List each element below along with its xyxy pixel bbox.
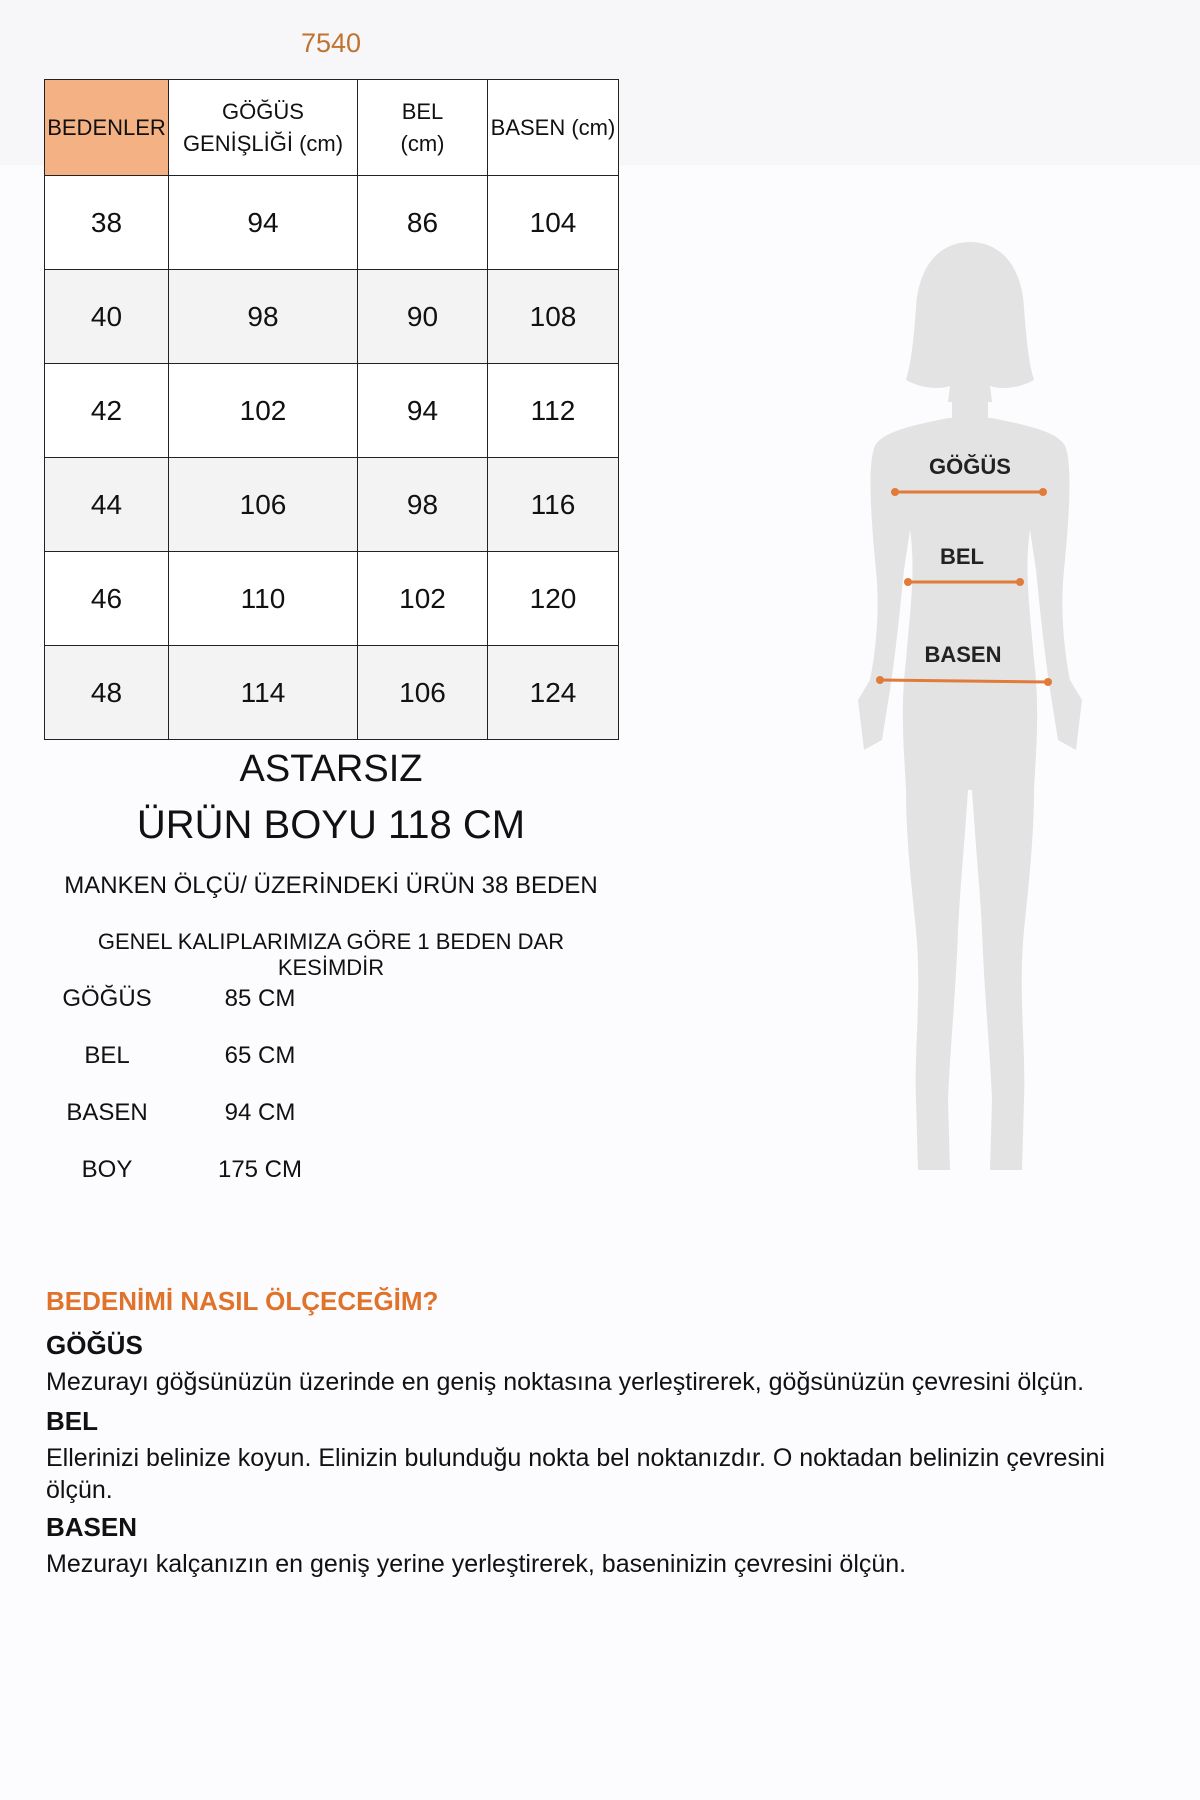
hip-label: BASEN [924, 642, 1002, 667]
guide-heading-hip: BASEN [46, 1512, 138, 1542]
measure-guide-title: BEDENİMİ NASIL ÖLÇECEĞİM? [46, 1286, 439, 1316]
waist-cell: 90 [358, 270, 488, 364]
table-row [45, 458, 619, 552]
size-cell: 48 [45, 646, 169, 740]
measurement-value: 175 CM [217, 1156, 303, 1183]
measurement-label: BOY [81, 1156, 133, 1183]
size-cell: 40 [45, 270, 169, 364]
table-row [45, 176, 619, 270]
table-row [45, 270, 619, 364]
hip-cell: 116 [488, 458, 619, 552]
guide-text-hip: Mezurayı kalçanızın en geniş yerine yerleştirerek, baseninizin çevresini ölçün. [46, 1550, 907, 1578]
header-sizes: BEDENLER [45, 80, 169, 176]
size-cell: 44 [45, 458, 169, 552]
model-size-note: MANKEN ÖLÇÜ/ ÜZERİNDEKİ ÜRÜN 38 BEDEN [64, 872, 598, 899]
lining-label: ASTARSIZ [239, 748, 423, 790]
chest-cell: 102 [169, 364, 358, 458]
hip-cell: 108 [488, 270, 619, 364]
product-length: ÜRÜN BOYU 118 CM [136, 803, 526, 847]
size-cell: 42 [45, 364, 169, 458]
hip-cell: 120 [488, 552, 619, 646]
size-cell: 38 [45, 176, 169, 270]
header-chest: GÖĞÜS GENİŞLİĞİ (cm) [169, 80, 358, 176]
guide-heading-chest: GÖĞÜS [46, 1330, 143, 1360]
header-hip: BASEN (cm) [488, 80, 619, 176]
chest-cell: 98 [169, 270, 358, 364]
product-code: 7540 [300, 28, 362, 58]
measurement-value: 85 CM [224, 985, 296, 1012]
table-row [45, 364, 619, 458]
waist-cell: 86 [358, 176, 488, 270]
waist-cell: 106 [358, 646, 488, 740]
hip-cell: 104 [488, 176, 619, 270]
measurement-label: BASEN [66, 1099, 148, 1126]
guide-heading-waist: BEL [46, 1406, 98, 1436]
chest-cell: 110 [169, 552, 358, 646]
waist-cell: 102 [358, 552, 488, 646]
waist-cell: 94 [358, 364, 488, 458]
size-table-header-row [45, 80, 619, 176]
waist-cell: 98 [358, 458, 488, 552]
fit-note: GENEL KALIPLARIMIZA GÖRE 1 BEDEN DAR KESİMDİR [97, 929, 565, 980]
guide-text-chest: Mezurayı göğsünüzün üzerinde en geniş noktasına yerleştirerek, göğsünüzün çevresini ölçün. [46, 1368, 1085, 1396]
hip-cell: 112 [488, 364, 619, 458]
chest-cell: 106 [169, 458, 358, 552]
measurement-label: BEL [84, 1042, 130, 1069]
header-waist: BEL (cm) [358, 80, 488, 176]
body-silhouette-figure [820, 230, 1120, 1190]
guide-text-waist: Ellerinizi belinize koyun. Elinizin bulunduğu nokta bel noktanızdır. O noktadan belinizin çevresini ölçün. [46, 1444, 1105, 1504]
chest-label: GÖĞÜS [929, 454, 1011, 479]
chest-cell: 114 [169, 646, 358, 740]
chest-cell: 94 [169, 176, 358, 270]
silhouette [858, 242, 1082, 1170]
waist-label: BEL [940, 544, 984, 569]
measurement-value: 65 CM [224, 1042, 296, 1069]
table-row [45, 646, 619, 740]
hip-cell: 124 [488, 646, 619, 740]
size-cell: 46 [45, 552, 169, 646]
size-table [44, 79, 619, 740]
measurement-label: GÖĞÜS [62, 985, 152, 1012]
table-row [45, 552, 619, 646]
measurement-value: 94 CM [224, 1099, 296, 1126]
